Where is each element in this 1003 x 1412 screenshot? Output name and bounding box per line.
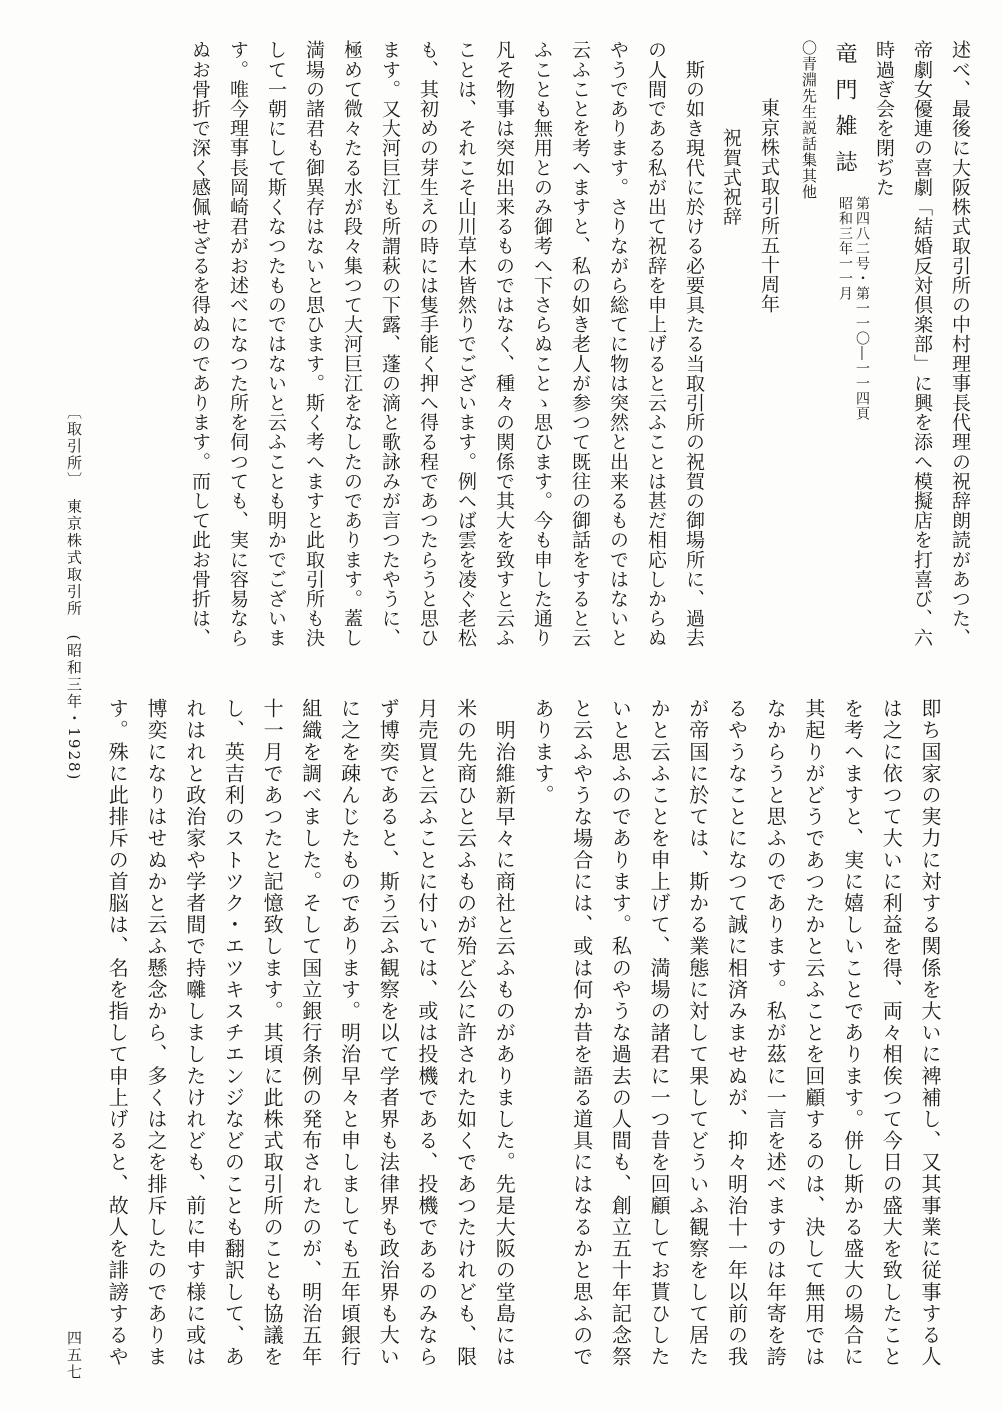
text-column: 満場の諸君も御異存はないと思ひます。斯く考へますと此取引所も決 [303,40,325,648]
text-column: 米の先商ひと云ふものが殆ど公に許された如くであつたけれども、限 [453,698,478,1368]
subheading: 祝賀式祝辞 [720,128,742,226]
source-citation [836,196,870,616]
text-column: と云ふやうな場合には、或は何か昔を語る道具にはなるかと思ふので [569,698,594,1368]
text-column: して一朝にして斯くなつたものではないと云ふことも明かでございま [265,40,287,648]
text-column: 斯の如き現代に於ける必要具たる当取引所の祝賀の御場所に、過去 [683,40,705,648]
section-note: 〇青淵先生説話集其他 [800,40,818,200]
text-column: の人間である私が出て祝辞を申上げると云ふことは甚だ相応しからぬ [645,40,667,648]
text-column: なからうと思ふのであります。私が茲に一言を述べますのは年寄を誇 [763,698,788,1368]
source-issue: 第四八二号・第一一〇―一一四頁 [854,196,870,421]
text-column: を考へますと、実に嬉しいことであります。併し斯かる盛大の場合に [840,698,865,1368]
text-column: 月売買と云ふことに付いては、或は投機である、投機であるのみなら [414,698,439,1368]
text-column: 十一月であつたと記憶致します。其頃に此株式取引所のことも協議を [260,698,285,1368]
text-column: やうであります。さりながら総てに物は突然と出来るものではないと [607,40,629,648]
text-column: に之を疎んじたものであります。明治早々と申しましても五年頃銀行 [337,698,362,1368]
text-column: 凡そ物事は突如出来るものではなく、種々の関係で其大を致すと云ふ [493,40,515,648]
text-column: かと云ふことを申上げて、満場の諸君に一つ昔を回顧してお貰ひした [647,698,672,1368]
text-column: は之に依つて大いに利益を得、両々相俟つて今日の盛大を致したこと [879,698,904,1368]
text-column: ふことも無用とのみ御考へ下さらぬことゝ思ひます。今も申した通り [531,40,553,648]
text-column: 時過ぎ会を閉ぢた [873,40,895,197]
source-title: 竜門雑誌 [832,42,857,186]
text-column: 帝劇女優連の喜劇「結婚反対倶楽部」に興を添へ模擬店を打喜び、六 [911,40,933,648]
text-column: 即ち国家の実力に対する関係を大いに裨補し、又其事業に従事する人 [918,698,942,1368]
text-column: す。唯今理事長岡崎君がお述べになつた所を伺つても、実に容易なら [227,40,249,648]
text-column: 其起りがどうであつたかと云ふことを回顧するのは、決して無用では [801,698,826,1368]
text-column: 云ふことを考へますと、私の如き老人が参つて既往の御話をすると云 [569,40,591,648]
text-column: あります。 [531,698,555,806]
text-column: 組織を調べました。そして国立銀行条例の発布されたのが、明治五年 [298,698,323,1368]
text-column: ぬお骨折で深く感佩せざるを得ぬのであります。而して此お骨折は、 [189,40,211,648]
running-footer: 〔取引所〕 東京株式取引所 (昭和三年・1928) [65,404,83,782]
text-column: す。殊に此排斥の首脳は、名を指して申上げると、故人を誹謗するや [105,698,130,1368]
text-column: が帝国に於ては、斯かる業態に対して果してどういふ観察をして居た [685,698,710,1368]
source-date: 昭和三年一一月 [837,196,853,301]
text-column: 明治維新早々に商社と云ふものがありました。先是大阪の堂島には [492,698,517,1368]
text-column: ます。又大河巨江も所謂萩の下露、蓬の滴と歌詠みが言つたやうに、 [379,40,401,648]
text-column: し、英吉利のストツク・エツキスチエンジなどのことも翻訳して、あ [221,698,246,1368]
text-column: ず博奕であると、斯う云ふ観察を以て学者界も法律界も政治界も大い [376,698,401,1368]
text-column: いと思ふのであります。私のやうな過去の人間も、創立五十年記念祭 [608,698,633,1368]
text-column: 極めて微々たる水が段々集つて大河巨江をなしたのであります。蓋し [341,40,363,648]
heading: 東京株式取引所五十周年 [758,98,780,314]
text-column: れはれと政治家や学者間で持囃しましたけれども、前に申す様に或は [182,698,207,1368]
text-column: ことは、それこそ山川草木皆然りでございます。例へば雲を凌ぐ老松 [455,40,477,648]
text-column: 博奕になりはせぬかと云ふ懸念から、多くは之を排斥したのでありま [144,698,168,1368]
page-number: 四五七 [65,1330,83,1381]
text-column: 述べ、最後に大阪株式取引所の中村理事長代理の祝辞朗読があつた、 [949,40,971,648]
text-column: るやうなことになつて誠に相済みませぬが、抑々明治十一年以前の我 [724,698,749,1368]
text-column: も、其初めの芽生えの時には隻手能く押へ得る程であつたらうと思ひ [417,40,439,648]
